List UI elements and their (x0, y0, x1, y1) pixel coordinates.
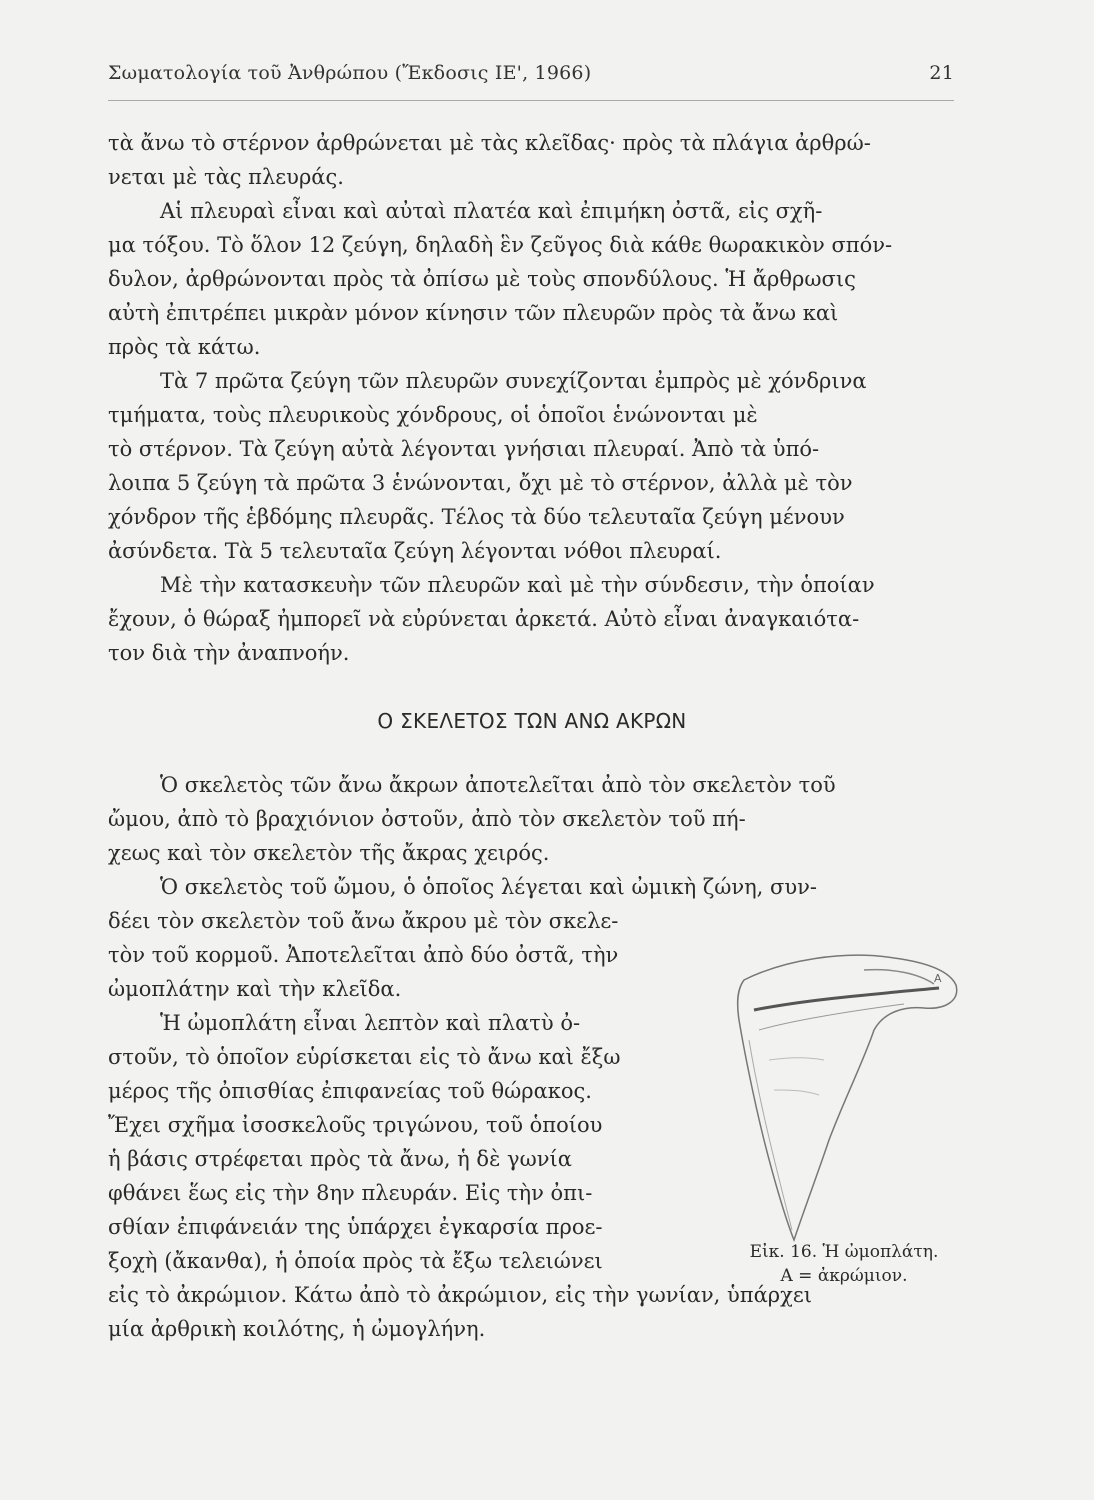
text-line: ἔχουν, ὁ θώραξ ἠμπορεῖ νὰ εὐρύνεται ἀρκετά. Αὐτὸ εἶναι ἀναγκαιότα- (108, 607, 860, 631)
text-line: εἰς τὸ ἀκρώμιον. Κάτω ἀπὸ τὸ ἀκρώμιον, εἰς τὴν γωνίαν, ὑπάρχει (108, 1283, 812, 1307)
text-line: δυλον, ἀρθρώνονται πρὸς τὰ ὀπίσω μὲ τοὺς σπονδύλους. Ἡ ἄρθρωσις (108, 267, 856, 291)
running-title: Σωματολογία τοῦ Ἀνθρώπου (Ἔκδοσις ΙΕ', 1966) (108, 62, 592, 84)
text-line: Αἱ πλευραὶ εἶναι καὶ αὐταὶ πλατέα καὶ ἐπιμήκη ὀστᾶ, εἰς σχῆ- (160, 199, 823, 223)
text-line: στοῦν, τὸ ὁποῖον εὑρίσκεται εἰς τὸ ἄνω καὶ ἔξω (108, 1045, 621, 1069)
caption-line: Α = ἀκρώμιον. (780, 1266, 908, 1286)
text-line: Ἔχει σχῆμα ἰσοσκελοῦς τριγώνου, τοῦ ὁποίου (108, 1113, 603, 1137)
paragraph-ribs (108, 194, 956, 364)
text-line: Τὰ 7 πρῶτα ζεύγη τῶν πλευρῶν συνεχίζονται ἐμπρὸς μὲ χόνδρινα (160, 369, 867, 393)
text-line: ξοχὴ (ἄκανθα), ἡ ὁποία πρὸς τὰ ἔξω τελειώνει (108, 1249, 603, 1273)
text-line: τὸν τοῦ κορμοῦ. Ἀποτελεῖται ἀπὸ δύο ὀστᾶ, τὴν (108, 943, 619, 967)
figure-label-a: Α (934, 972, 942, 985)
text-line: τὸ στέρνον. Τὰ ζεύγη αὐτὰ λέγονται γνήσιαι πλευραί. Ἀπὸ τὰ ὑπό- (108, 437, 820, 461)
text-line: Ὁ σκελετὸς τοῦ ὤμου, ὁ ὁποῖος λέγεται καὶ ὠμικὴ ζώνη, συν- (160, 875, 817, 899)
text-line: Μὲ τὴν κατασκευὴν τῶν πλευρῶν καὶ μὲ τὴν σύνδεσιν, τὴν ὁποίαν (160, 573, 875, 597)
page-header (108, 62, 954, 84)
page-number: 21 (929, 62, 954, 84)
paragraph-sternum (108, 126, 956, 194)
text-line: φθάνει ἕως εἰς τὴν 8ην πλευράν. Εἰς τὴν ὀπι- (108, 1181, 593, 1205)
text-line: Ὁ σκελετὸς τῶν ἄνω ἄκρων ἀποτελεῖται ἀπὸ τὸν σκελετὸν τοῦ (160, 773, 836, 797)
text-line: νεται μὲ τὰς πλευράς. (108, 165, 344, 189)
text-line: Ἡ ὠμοπλάτη εἶναι λεπτὸν καὶ πλατὺ ὀ- (160, 1011, 581, 1035)
text-line: μία ἀρθρικὴ κοιλότης, ἡ ὠμογλήνη. (108, 1317, 486, 1341)
text-line: χεως καὶ τὸν σκελετὸν τῆς ἄκρας χειρός. (108, 841, 550, 865)
text-line: μα τόξου. Τὸ ὅλον 12 ζεύγη, δηλαδὴ ἓν ζεῦγος διὰ κάθε θωρακικὸν σπόν- (108, 233, 893, 257)
header-rule (108, 100, 954, 101)
text-line: ἀσύνδετα. Τὰ 5 τελευταῖα ζεύγη λέγονται νόθοι πλευραί. (108, 539, 722, 563)
text-line: τὰ ἄνω τὸ στέρνον ἀρθρώνεται μὲ τὰς κλεῖδας· πρὸς τὰ πλάγια ἀρθρώ- (108, 131, 871, 155)
text-line: μέρος τῆς ὀπισθίας ἐπιφανείας τοῦ θώρακος. (108, 1079, 592, 1103)
caption-line: Εἰκ. 16. Ἡ ὠμοπλάτη. (749, 1242, 939, 1262)
text-line: ἡ βάσις στρέφεται πρὸς τὰ ἄνω, ἡ δὲ γωνία (108, 1147, 572, 1171)
figure-caption (724, 1240, 964, 1288)
section-heading: Ο ΣΚΕΛΕΤΟΣ ΤΩΝ ΑΝΩ ΑΚΡΩΝ (377, 709, 687, 733)
text-line: σθίαν ἐπιφάνειάν της ὑπάρχει ἐγκαρσία προε- (108, 1215, 603, 1239)
scapula-illustration (724, 940, 964, 1270)
text-line: τον διὰ τὴν ἀναπνοήν. (108, 641, 350, 665)
text-line: λοιπα 5 ζεύγη τὰ πρῶτα 3 ἑνώνονται, ὄχι μὲ τὸ στέρνον, ἀλλὰ μὲ τὸν (108, 471, 853, 495)
text-line: πρὸς τὰ κάτω. (108, 335, 261, 359)
paragraph-thorax (108, 568, 956, 670)
text-line: ὠμοπλάτην καὶ τὴν κλεῖδα. (108, 977, 402, 1001)
text-line: αὐτὴ ἐπιτρέπει μικρὰν μόνον κίνησιν τῶν πλευρῶν πρὸς τὰ ἄνω καὶ (108, 301, 839, 325)
text-line: χόνδρον τῆς ἑβδόμης πλευρᾶς. Τέλος τὰ δύο τελευταῖα ζεύγη μένουν (108, 505, 845, 529)
paragraph-upper-limb (108, 768, 956, 870)
paragraph-true-false-ribs (108, 364, 956, 568)
text-line: ὤμου, ἀπὸ τὸ βραχιόνιον ὀστοῦν, ἀπὸ τὸν σκελετὸν τοῦ πή- (108, 807, 746, 831)
text-line: τμήματα, τοὺς πλευρικοὺς χόνδρους, οἱ ὁποῖοι ἑνώνονται μὲ (108, 403, 758, 427)
text-line: δέει τὸν σκελετὸν τοῦ ἄνω ἄκρου μὲ τὸν σκελε- (108, 909, 619, 933)
